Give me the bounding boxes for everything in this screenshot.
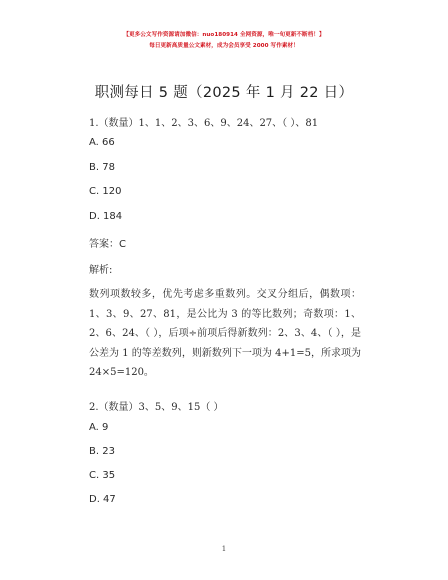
answer-label: 答案：C bbox=[89, 239, 126, 250]
page-title: 职测每日 5 题（2025 年 1 月 22 日） bbox=[94, 85, 354, 101]
question-1-stem: 1.（数量）1、1、2、3、6、9、24、27、（ ）、81 bbox=[89, 118, 319, 129]
question-1-option-c: C. 120 bbox=[89, 186, 122, 197]
promo-banner-line-2: 每日更新高质量公文素材，成为会员享受 2000 写作素材！ bbox=[149, 43, 299, 49]
question-1-option-d: D. 184 bbox=[89, 211, 123, 222]
question-2-option-b: B. 23 bbox=[89, 446, 115, 457]
question-1-option-a: A. 66 bbox=[89, 137, 115, 148]
promo-banner-line-1: 【更多公文写作资源请加微信：nuo180914 全网资源，唯一旬更新不断档！】 bbox=[123, 32, 325, 38]
question-1-option-b: B. 78 bbox=[89, 162, 115, 173]
question-2-option-d: D. 47 bbox=[89, 494, 116, 505]
question-2-option-c: C. 35 bbox=[89, 470, 116, 481]
page-number: 1 bbox=[221, 545, 227, 553]
question-2-stem: 2.（数量）3、5、9、15（ ） bbox=[89, 402, 224, 413]
analysis-paragraph: 数列项数较多，优先考虑多重数列。交叉分组后，偶数项：1、3、9、27、81，是公比为 3 的等比数列；奇数项：1、2、6、24、（ ），后项÷前项后得新数列：2、3、4、（ ），是公差为 1 的等差数列，则新数列下一项为 4+1=5，所求项为 24×5=120。 bbox=[89, 289, 361, 378]
question-2-option-a: A. 9 bbox=[89, 422, 109, 433]
analysis-label: 解析: bbox=[89, 265, 113, 276]
